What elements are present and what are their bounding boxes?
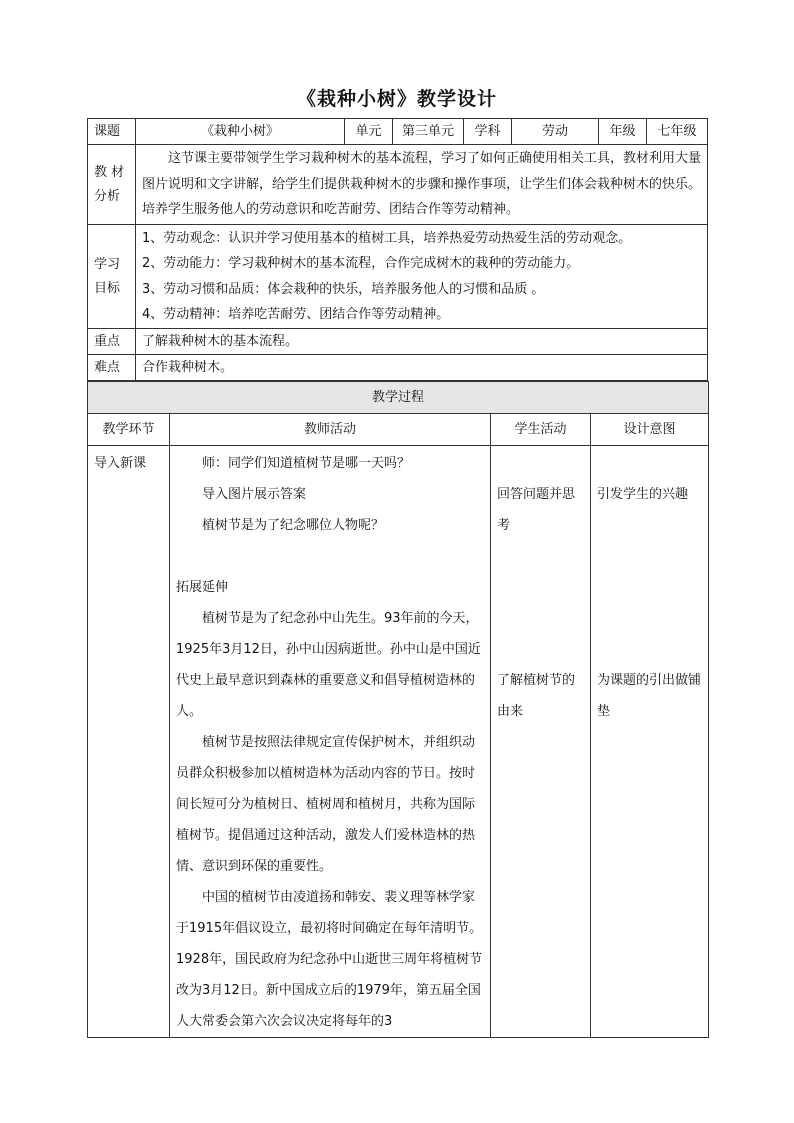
- header-row: [88, 119, 708, 145]
- subject-value: 劳动: [512, 119, 599, 145]
- column-teacher: 教师活动: [170, 414, 491, 446]
- teacher-line: 植树节是为了纪念哪位人物呢？: [202, 518, 385, 533]
- materials-row: [88, 145, 708, 225]
- goals-label: 学习 目标: [88, 225, 136, 329]
- student-activity-1: 回答问题并思考: [497, 487, 576, 533]
- focus-row: [88, 329, 708, 355]
- process-table: [87, 381, 709, 1038]
- extension-title: 拓展延伸: [176, 580, 229, 595]
- column-stage: 教学环节: [88, 414, 170, 446]
- process-columns-row: [88, 414, 709, 446]
- student-activity: [491, 446, 591, 1038]
- process-heading-row: [88, 382, 709, 414]
- column-intent: 设计意图: [591, 414, 709, 446]
- goals-list: [136, 225, 708, 329]
- unit-value: 第三单元: [393, 119, 464, 145]
- lesson-info-table: [87, 118, 708, 381]
- process-heading: 教学过程: [88, 382, 709, 414]
- teacher-activity: [170, 446, 491, 1038]
- difficulty-row: [88, 355, 708, 381]
- teacher-line: 师：同学们知道植树节是哪一天吗？: [202, 456, 411, 471]
- focus-text: 了解栽种树木的基本流程。: [136, 329, 708, 355]
- materials-label: 教 材 分析: [88, 145, 136, 225]
- course-label: 课题: [88, 119, 136, 145]
- subject-label: 学科: [464, 119, 512, 145]
- extension-paragraph: 植树节是按照法律规定宣传保护树木，并组织动员群众积极参加以植树造林为活动内容的节日。按时间长短可分为植树日、植树周和植树月，共称为国际植树节。提倡通过这种活动，激发人们爱林造林的热情、意识到环保的重要性。: [176, 735, 476, 874]
- column-student: 学生活动: [491, 414, 591, 446]
- goal-item: 4、劳动精神：培养吃苦耐劳、团结合作等劳动精神。: [142, 307, 450, 322]
- goal-item: 2、劳动能力：学习栽种树木的基本流程，合作完成树木的栽种的劳动能力。: [142, 256, 580, 271]
- course-name: 《栽种小树》: [136, 119, 345, 145]
- focus-label: 重点: [88, 329, 136, 355]
- unit-label: 单元: [345, 119, 393, 145]
- design-intent-2: 为课题的引出做铺垫: [597, 673, 702, 719]
- extension-paragraph: 植树节是为了纪念孙中山先生。93年前的今天，1925年3月12日，孙中山因病逝世。孙中山是中国近代史上最早意识到森林的重要意义和倡导植树造林的人。: [176, 611, 481, 719]
- student-activity-2: 了解植树节的由来: [497, 673, 576, 719]
- grade-value: 七年级: [647, 119, 708, 145]
- goal-item: 1、劳动观念：认识并学习使用基本的植树工具，培养热爱劳动热爱生活的劳动观念。: [142, 230, 632, 246]
- extension-paragraph: 中国的植树节由凌道扬和韩安、裴义理等林学家于1915年倡议设立，最初将时间确定在每年清明节。1928年，国民政府为纪念孙中山逝世三周年将植树节改为3月12日。新中国成立后的1979年，第五届全国人大常委会第六次会议决定将每年的3: [176, 890, 483, 1029]
- document-title: 《栽种小树》教学设计: [296, 88, 497, 110]
- design-intent-1: 引发学生的兴趣: [597, 487, 689, 502]
- intro-row: [88, 446, 709, 1038]
- difficulty-label: 难点: [88, 355, 136, 381]
- goals-row: [88, 225, 708, 329]
- goal-item: 3、劳动习惯和品质：体会栽种的快乐，培养服务他人的习惯和品质 。: [142, 281, 545, 297]
- teacher-line: 导入图片展示答案: [202, 487, 307, 502]
- stage-name: 导入新课: [88, 446, 170, 1038]
- difficulty-text: 合作栽种树木。: [136, 355, 708, 381]
- design-intent: [591, 446, 709, 1038]
- materials-text: 这节课主要带领学生学习栽种树木的基本流程，学习了如何正确使用相关工具，教材利用大量图片说明和文字讲解，给学生们提供栽种树木的步骤和操作事项，让学生们体会栽种树木的快乐。培养学生服务他人的劳动意识和吃苦耐劳、团结合作等劳动精神。: [136, 145, 708, 225]
- grade-label: 年级: [599, 119, 647, 145]
